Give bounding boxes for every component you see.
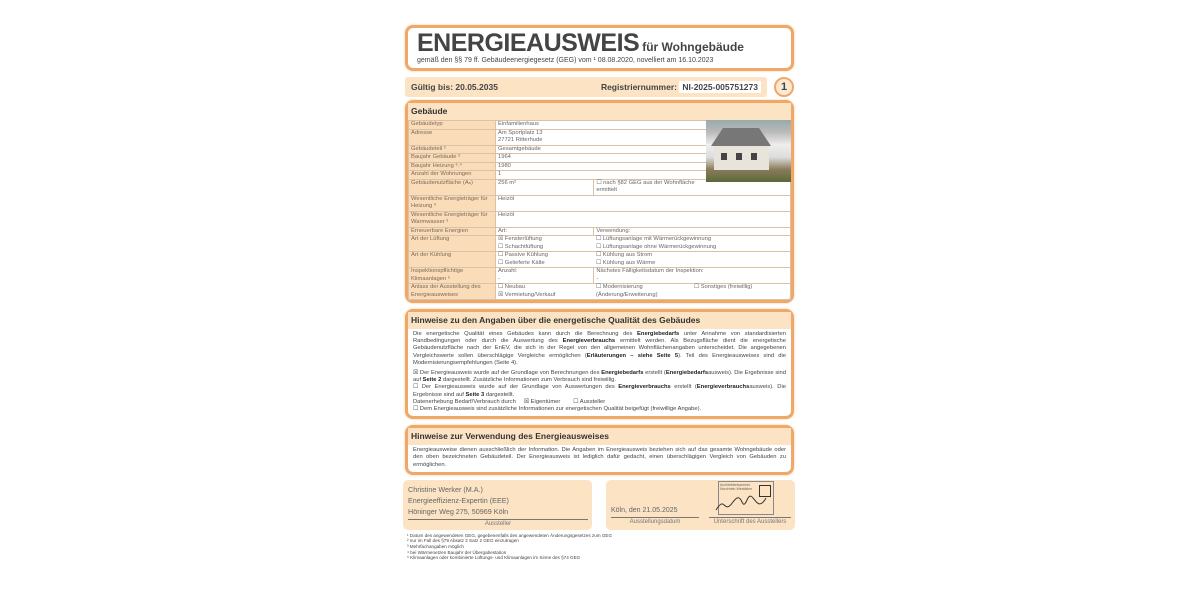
option-item: ☒ Vermietung/Verkauf	[498, 291, 556, 298]
footnote: ¹ Datum des angewendeten GEG, gegebenenfalls des angewendeten Änderungsgesetzes zum GEG	[407, 532, 613, 538]
label-text: Art der Lüftung	[411, 236, 450, 242]
option-consumption: ☐ Der Energieausweis wurde auf der Grundlage von Auswertungen des Energieverbrauchs erstellt (Energieverbrauchsausweis). Die Ergebnisse sind auf Seite 3 dargestellt.	[413, 384, 786, 398]
registration-label: Registriernummer:	[600, 82, 677, 92]
option-issuer: ☐ Aussteller	[573, 398, 606, 405]
table-row	[409, 268, 791, 284]
value-text: 1964	[498, 154, 511, 160]
extra-text: Verwendung:	[596, 227, 631, 234]
notes-section	[405, 309, 794, 419]
row-label	[409, 284, 496, 300]
option-item: ☐ Sonstiges (freiwillig)	[694, 284, 753, 290]
footnote: ³ Mehrfachangaben möglich	[407, 544, 464, 550]
label-text: Gebäudeteil ²	[411, 145, 446, 152]
label-text: Erneuerbare Energien	[411, 227, 469, 234]
signature	[711, 490, 771, 516]
label-text: Art der Kühlung	[411, 252, 452, 258]
row-value	[496, 227, 594, 236]
row-label	[409, 129, 496, 145]
footnote: ⁵ Klimaanlagen oder kombinierte Lüftungs- und Klimaanlagen im Sinne des §74 GEG	[407, 555, 581, 561]
row-label	[409, 211, 496, 227]
label-text: Gebäudenutzfläche (Aₙ)	[411, 179, 473, 186]
row-value	[496, 179, 594, 195]
value-text: 27721 Ritterhude	[498, 137, 543, 143]
value-text: Heizöl	[498, 211, 515, 218]
option-item: ☐ Modernisierung	[596, 284, 643, 290]
law-reference: gemäß den §§ 79 ff. Gebäudeenergiegesetz (GEG) vom ¹ 08.08.2020, novelliert am 16.10.2023	[417, 57, 714, 64]
value-text: Art:	[498, 227, 508, 234]
table-row	[409, 211, 791, 227]
stamp: Architektenkammer Nordrhein-Westfalen	[718, 481, 774, 515]
row-label	[409, 252, 496, 268]
row-value	[496, 284, 791, 300]
certificate-page	[403, 25, 795, 561]
extra-text: ☐ nach §82 GEG aus der Wohnfläche ermittelt	[596, 179, 695, 193]
signature-caption: Unterschrift des Ausstellers	[709, 517, 791, 526]
issue-date-caption: Ausstellungsdatum	[611, 517, 699, 526]
row-label	[409, 121, 496, 130]
row-label	[409, 236, 496, 252]
notes-intro: Die energetische Qualität eines Gebäudes kann durch die Berechnung des Energiebedarfs unter Annahme von standardisierten Randbedingungen oder durch die Auswertung des Energieverbrauchs ermittelt werden. Als Bezugsfläche dient die energetische Gebäudenutzfläche nach der EnEV, die sich in der Regel von den allgemeinen Wohnflächenangaben unterscheidet. Die angegebenen Vergleichswerte sollen überschlägige Vergleiche ermöglichen (Erläuterungen – siehe Seite 5). Teil des Energieausweises sind die Modernisierungsempfehlungen (Seite 4).	[413, 331, 787, 366]
building-section	[405, 100, 794, 303]
value-text: Heizöl	[498, 195, 515, 202]
page-number: 1	[774, 77, 794, 97]
option-additional-info: ☐ Dem Energieausweis sind zusätzliche Informationen zur energetischen Qualität beigefügt (freiwillige Angabe).	[413, 406, 702, 413]
table-row	[409, 227, 791, 236]
issuer-caption: Aussteller	[408, 519, 588, 528]
label-text: Baujahr Gebäude ³	[411, 154, 460, 160]
row-label	[409, 162, 496, 171]
usage-text: Energieausweise dienen ausschließlich der Information. Die Angaben im Energieausweis beziehen sich auf das gesamte Wohngebäude oder den oben bezeichneten Gebäudeteil. Der Energieausweis ist lediglich dafür gedacht, einen überschlägigen Vergleich von Gebäuden zu ermöglichen.	[413, 447, 786, 468]
section-title: Hinweise zur Verwendung des Energieausweises	[408, 428, 791, 445]
row-value	[496, 211, 791, 227]
value-text: Einfamilienhaus	[498, 121, 539, 127]
option-owner: ☒ Eigentümer	[523, 398, 561, 405]
document-header	[405, 25, 794, 71]
value-text: 256 m²	[498, 179, 517, 186]
value-text: Am Sportplatz 13	[498, 129, 543, 136]
table-row	[409, 236, 791, 252]
building-photo	[706, 120, 791, 182]
issuer-name: Christine Werker (M.A.)	[408, 484, 483, 494]
row-label	[409, 268, 496, 284]
table-row	[409, 195, 791, 211]
table-row	[409, 284, 791, 300]
value-text: 1980	[498, 162, 511, 169]
label-text: Anlass der Ausstellung des Energieausweises	[411, 284, 481, 298]
label-text: Gebäudetyp	[411, 121, 443, 127]
registration-number: NI-2025-005751273	[679, 81, 761, 93]
option-item: ☐ Schachtlüftung	[498, 243, 544, 250]
row-value	[496, 236, 791, 252]
data-collected-by: Datenerhebung Bedarf/Verbrauch durch	[413, 398, 516, 405]
option-item: (Änderung/Erweiterung)	[596, 291, 658, 298]
document-subtitle: für Wohngebäude	[642, 40, 744, 54]
row-label	[409, 145, 496, 154]
option-item: ☐ Neubau	[498, 284, 526, 290]
value-text: Anzahl:	[498, 268, 518, 274]
option-item: ☐ Kühlung aus Strom	[596, 252, 653, 258]
valid-until: Gültig bis: 20.05.2035	[411, 82, 498, 92]
option-item: ☒ Fensterlüftung	[498, 236, 542, 242]
issue-date: Köln, den 21.05.2025	[611, 506, 678, 514]
table-row	[409, 252, 791, 268]
footnote: ² nur im Fall des §79 Absatz 2 Satz 2 GEG einzutragen	[407, 538, 519, 544]
issuer-role: Energieeffizienz-Expertin (EEE)	[408, 495, 509, 505]
row-label	[409, 171, 496, 180]
row-value	[496, 252, 791, 268]
issue-box	[606, 480, 795, 530]
value-text: 1	[498, 171, 502, 177]
label-text: Inspektionspflichtige Klimaanlagen ⁵	[411, 268, 464, 282]
usage-section	[405, 425, 794, 475]
footnote: ⁴ bei Wärmenetzen Baujahr der Übergabestation	[407, 549, 507, 555]
row-extra	[594, 227, 791, 236]
label-text: Wesentliche Energieträger für Warmwasser ³	[411, 211, 488, 225]
row-label	[409, 179, 496, 195]
footnotes	[407, 533, 795, 561]
row-value	[496, 268, 594, 284]
extra-text: Nächstes Fälligkeitsdatum der Inspektion:	[596, 268, 704, 274]
extra-text: -	[596, 275, 599, 282]
document-title: ENERGIEAUSWEIS	[417, 29, 640, 57]
validity-bar	[405, 77, 767, 97]
section-title: Gebäude	[408, 103, 791, 120]
option-item: ☐ Passive Kühlung	[498, 252, 548, 258]
section-title: Hinweise zu den Angaben über die energetische Qualität des Gebäudes	[408, 312, 791, 329]
label-text: Baujahr Heizung ³˒⁴	[411, 162, 462, 169]
option-demand: ☒ Der Energieausweis wurde auf der Grundlage von Berechnungen des Energiebedarfs erstellt (Energiebedarfsausweis). Die Ergebnisse sind auf Seite 2 dargestellt. Zusätzliche Informationen zum Verbrauch sind freiwillig.	[413, 370, 786, 384]
label-text: Adresse	[411, 129, 433, 136]
row-value	[496, 195, 791, 211]
option-item: ☐ Lüftungsanlage mit Wärmerückgewinnung	[596, 236, 712, 242]
row-extra	[594, 268, 791, 284]
label-text: Anzahl der Wohnungen	[411, 171, 472, 177]
option-item: ☐ Gelieferte Kälte	[498, 259, 545, 266]
value-text: Gesamtgebäude	[498, 145, 541, 152]
row-label	[409, 195, 496, 211]
option-item: ☐ Kühlung aus Wärme	[596, 259, 656, 266]
issuer-box	[403, 480, 592, 530]
label-text: Wesentliche Energieträger für Heizung ³	[411, 195, 488, 209]
value-text: -	[498, 275, 500, 282]
issuer-address: Höninger Weg 275, 50969 Köln	[408, 506, 509, 516]
row-label	[409, 154, 496, 163]
row-label	[409, 227, 496, 236]
option-item: ☐ Lüftungsanlage ohne Wärmerückgewinnung	[596, 243, 717, 250]
